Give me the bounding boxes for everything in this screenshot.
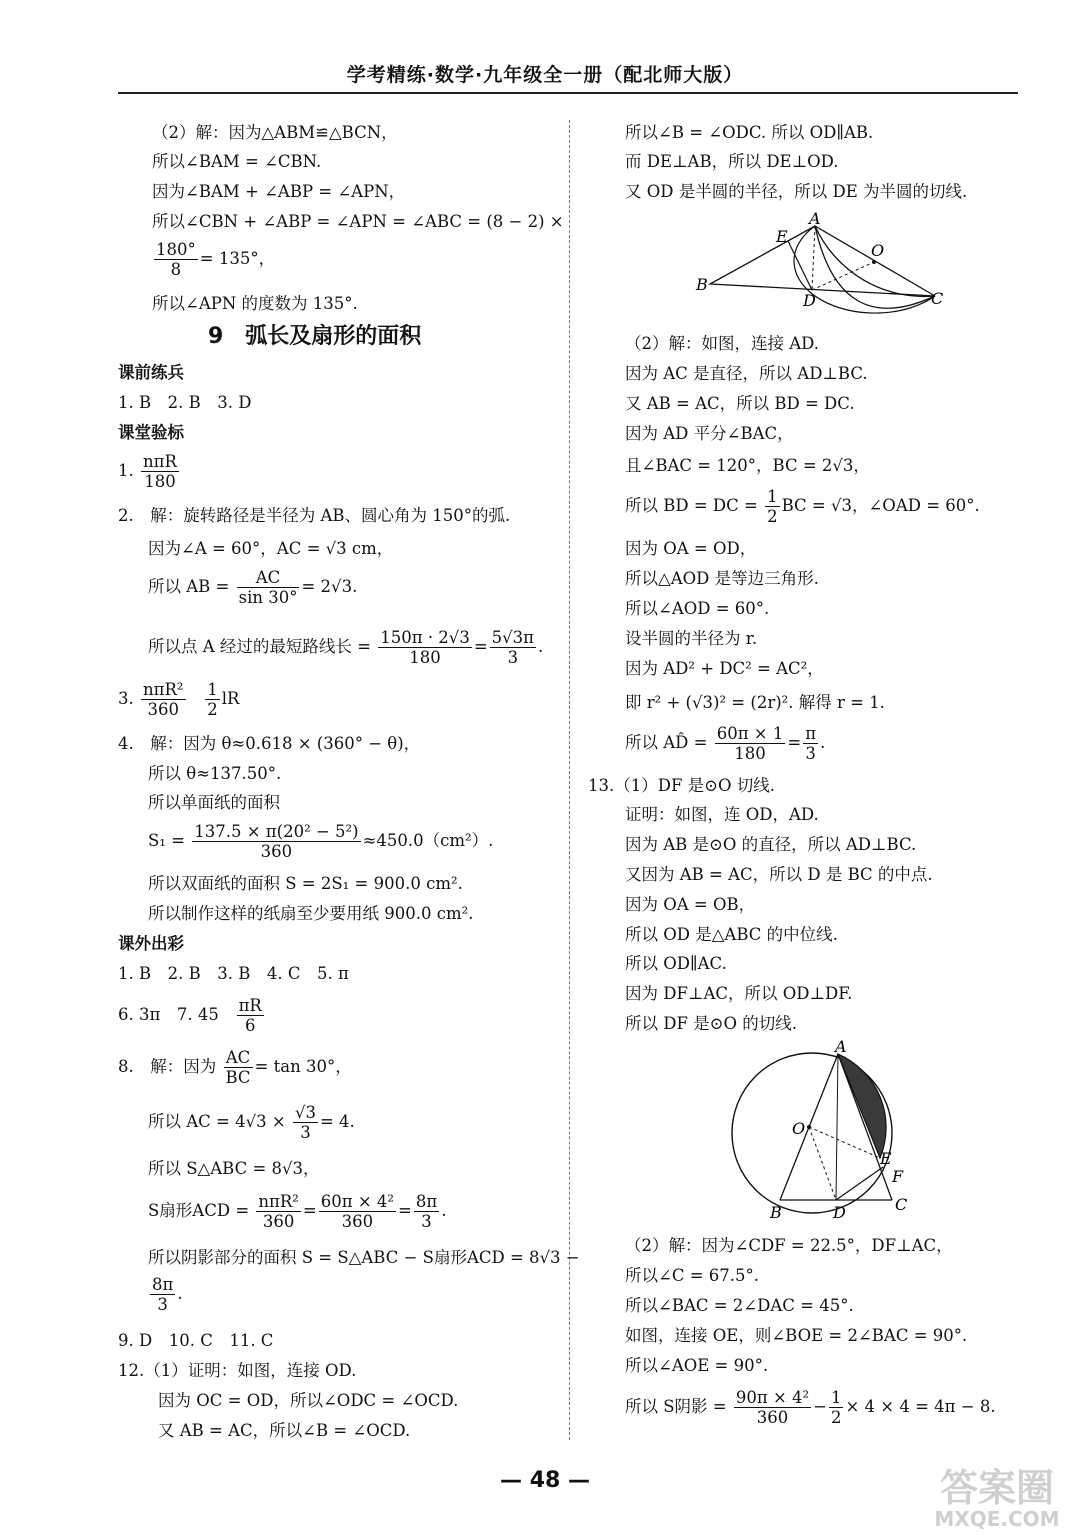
column-divider (569, 120, 570, 1440)
text-line: 所以单面纸的面积 (148, 793, 280, 812)
answer-line: 1. B 2. B 3. D (118, 393, 252, 412)
page-number: — 48 — (500, 1468, 590, 1493)
math-text: 1 (207, 680, 218, 699)
math-text: 180 (144, 472, 176, 491)
section-heading: 课前练兵 (118, 363, 184, 382)
text-line: 所以 S△ABC = 8√3， (148, 1159, 320, 1178)
fraction (378, 628, 472, 667)
math-text: 3 (507, 648, 519, 667)
math-text: 3 (421, 1212, 432, 1231)
answer-line: 3. $\frac{\text{nπR²}}{360}$ $\frac{1}{2}$ lR (118, 680, 240, 719)
fraction-line: 所以 BD = DC = $\frac{1}{2}$ BC = √3，∠OAD = 60°. (625, 487, 980, 526)
text-line: 因为 OA = OD， (625, 539, 757, 558)
text-line: 所以 OD∥AC. (625, 954, 727, 973)
label-B: B (696, 275, 708, 294)
math-text: 8π (152, 1275, 174, 1294)
math-text: √3 (294, 1103, 316, 1122)
math-text: 1 (767, 487, 778, 506)
text-line: 所以∠BAM = ∠CBN. (152, 152, 322, 171)
label-F: F (892, 1167, 904, 1186)
text-line: 又因为 AB = AC，所以 D 是 BC 的中点. (625, 865, 933, 884)
fraction-line: 所以点 A 经过的最短路线长 = $\frac{150\pi \cdot 2√3}{180}$ = $\frac{5√3\pi}{3}$ . (148, 628, 544, 667)
fraction (829, 1388, 844, 1427)
text-line: 所以∠AOE = 90°. (625, 1356, 769, 1375)
section-title: 9 弧长及扇形的面积 (208, 324, 422, 349)
fraction-line: 所以 S阴影 = $\frac{\text{90π × 4²}}{360}$ − $\frac{1}{2}$ × 4 × 4 = 4π − 8. (625, 1388, 996, 1427)
math-text: sin 30° (238, 588, 298, 607)
semicircle-figure (690, 210, 960, 330)
fraction-line: S扇形ACD = $\frac{\text{nπR²}}{360}$ = $\frac{\text{60π × 4²}}{360}$ = $\frac{8\pi}{3}$ . (148, 1192, 447, 1231)
text-line: 4. 解：因为 θ≈0.618 × (360° − θ)， (118, 734, 421, 753)
text-line: （2）解：如图，连接 AD. (625, 334, 820, 353)
fraction-line: $\frac{8\pi}{3}$ . (152, 1275, 183, 1314)
text-line: （2）解：因为△ABM≌△BCN， (152, 123, 398, 142)
label-E: E (776, 227, 788, 246)
math-text: nπR² (258, 1192, 299, 1211)
text-line: 证明：如图，连 OD，AD. (625, 805, 819, 824)
math-text: nπR² (143, 680, 184, 699)
fraction (715, 724, 786, 763)
label-C: C (895, 1195, 908, 1214)
math-text: 6 (244, 1016, 256, 1035)
math-text: 5√3π (491, 628, 535, 647)
fraction (490, 628, 536, 667)
math-text: 2 (207, 700, 218, 719)
fraction-line: 所以 AB = $\frac{AC}{\sin 30^\circ}$ = 2√3. (148, 568, 358, 607)
fraction (205, 680, 220, 719)
fraction (237, 568, 300, 607)
math-text: π (805, 724, 817, 743)
math-text: 60π × 4² (320, 1192, 395, 1211)
label-A: A (809, 210, 821, 228)
math-text: 360 (262, 1212, 295, 1231)
math-text: 60π × 1 (716, 724, 784, 743)
text-line: 因为∠BAM + ∠ABP = ∠APN， (152, 182, 406, 201)
text-line: 12.（1）证明：如图，连接 OD. (118, 1361, 357, 1380)
text-line: 因为 AD 平分∠BAC， (625, 424, 794, 443)
text-line: 设半圆的半径为 r. (625, 629, 758, 648)
math-text: 3 (805, 744, 816, 763)
header-rule (118, 92, 1018, 94)
fraction (414, 1192, 439, 1231)
fraction-line: $\frac{180^\circ}{8}$ = 135°， (156, 240, 276, 279)
text-line: 而 DE⊥AB，所以 DE⊥OD. (625, 152, 839, 171)
label-D: D (833, 1203, 846, 1222)
section-heading: 课堂验标 (118, 423, 184, 442)
math-text: πR (238, 996, 262, 1015)
label-O: O (871, 241, 885, 260)
label-B: B (770, 1203, 782, 1222)
math-text: 3 (300, 1123, 311, 1142)
text-line: 13.（1）DF 是⊙O 切线. (588, 776, 776, 795)
text-line: 因为 AC 是直径，所以 AD⊥BC. (625, 364, 868, 383)
text-line: 所以阴影部分的面积 S = S△ABC − S扇形ACD = 8√3 − (148, 1248, 580, 1267)
answer-line: 1. $\frac{\text{nπR}}{180}$ (118, 452, 177, 491)
circle-figure (720, 1040, 920, 1225)
page-header: 学考精练·数学·九年级全一册（配北师大版） (346, 64, 744, 86)
fraction (293, 1103, 318, 1142)
math-text: 360 (260, 842, 293, 861)
text-line: 所以 DF 是⊙O 的切线. (625, 1014, 798, 1033)
label-C: C (931, 289, 944, 308)
fraction-line: 8. 解：因为 $\frac{AC}{BC}$ = tan 30°， (118, 1048, 352, 1087)
watermark: 答案圈 MXQE.COM (934, 1466, 1060, 1531)
fraction (154, 240, 198, 279)
math-text: 360 (147, 700, 179, 719)
math-text: 150π · 2√3 (380, 628, 470, 647)
fraction (765, 487, 780, 526)
math-text: AC (224, 1048, 253, 1068)
label-D: D (803, 291, 816, 310)
text-line: 又 AB = AC，所以∠B = ∠OCD. (158, 1421, 411, 1440)
text-line: 因为 OA = OB， (625, 895, 756, 914)
text-line: 所以∠BAC = 2∠DAC = 45°. (625, 1296, 854, 1315)
label-A: A (835, 1040, 847, 1056)
text-line: 又 AB = AC，所以 BD = DC. (625, 394, 855, 413)
math-text: 180 (409, 648, 441, 667)
text-line: 因为 OC = OD，所以∠ODC = ∠OCD. (158, 1391, 459, 1410)
fraction-line: 所以 AC = 4√3 × $\frac{√3}{3}$ = 4. (148, 1103, 355, 1142)
text-line: 所以△AOD 是等边三角形. (625, 569, 819, 588)
fraction-line: 所以 AD̂ = $\frac{60\pi \times 1}{180}$ = $\frac{\pi}{3}$ . (625, 724, 826, 763)
math-text: 360 (341, 1212, 374, 1231)
fraction (150, 1275, 175, 1314)
text-line: 因为∠A = 60°，AC = √3 cm， (148, 539, 394, 558)
text-line: 且∠BAC = 120°，BC = 2√3， (625, 456, 870, 475)
math-text: BC (225, 1068, 251, 1087)
math-text: AC (237, 568, 300, 588)
text-line: 所以∠B = ∠ODC. 所以 OD∥AB. (625, 123, 874, 142)
math-text: 8π (415, 1192, 438, 1211)
text-line: 所以制作这样的纸扇至少要用纸 900.0 cm². (148, 904, 474, 923)
label-E: E (880, 1149, 892, 1168)
fraction (237, 996, 264, 1035)
math-text: 360 (756, 1408, 789, 1427)
text-line: 所以∠AOD = 60°. (625, 599, 770, 618)
math-text: nπR (143, 452, 177, 471)
math-text: 2 (830, 1408, 842, 1427)
answer-line: 1. B 2. B 3. B 4. C 5. π (118, 964, 349, 983)
text-line: 因为 AD² + DC² = AC²， (625, 659, 824, 678)
text-line: 所以∠C = 67.5°. (625, 1266, 759, 1285)
math-text: 2 (767, 507, 778, 526)
math-text: 3 (157, 1295, 168, 1314)
fraction (192, 822, 360, 861)
math-text: 180 (734, 744, 766, 763)
text-line: 又 OD 是半圆的半径，所以 DE 为半圆的切线. (625, 182, 968, 201)
math-text: 137.5 × π(20² − 5²) (194, 822, 359, 841)
fraction (256, 1192, 301, 1231)
section-heading: 课外出彩 (118, 934, 184, 953)
answer-line: 9. D 10. C 11. C (118, 1331, 274, 1350)
text-line: 所以∠APN 的度数为 135°. (152, 294, 358, 313)
text-line: （2）解：因为∠CDF = 22.5°，DF⊥AC， (625, 1236, 953, 1255)
fraction (224, 1048, 253, 1087)
text-line: 因为 AB 是⊙O 的直径，所以 AD⊥BC. (625, 835, 917, 854)
math-text: 180° (156, 240, 196, 259)
answer-line: 6. 3π 7. 45 $\frac{\pi R}{6}$ (118, 996, 262, 1035)
math-text: 1 (830, 1388, 842, 1407)
text-line: 因为 DF⊥AC，所以 OD⊥DF. (625, 984, 853, 1003)
fraction (803, 724, 818, 763)
math-text: 90π × 4² (735, 1388, 810, 1407)
fraction-line: S₁ = $\frac{\text{137.5 × π(20² − 5²)}}{360}$ ≈450.0（cm²）. (148, 822, 494, 861)
fraction (734, 1388, 811, 1427)
fraction (319, 1192, 396, 1231)
text-line: 所以双面纸的面积 S = 2S₁ = 900.0 cm². (148, 874, 463, 893)
math-text: 8 (170, 260, 182, 279)
text-line: 所以 θ≈137.50°. (148, 764, 282, 783)
fraction (141, 680, 186, 719)
text-line: 2. 解：旋转路径是半径为 AB、圆心角为 150°的弧. (118, 506, 511, 525)
label-O: O (792, 1119, 806, 1138)
text-line: 即 r² + (√3)² = (2r)². 解得 r = 1. (625, 693, 885, 712)
text-line: 所以 OD 是△ABC 的中位线. (625, 925, 838, 944)
fraction (141, 452, 179, 491)
text-line: 如图，连接 OE，则∠BOE = 2∠BAC = 90°. (625, 1326, 968, 1345)
text-line: 所以∠CBN + ∠ABP = ∠APN = ∠ABC = (8 − 2) × (152, 212, 564, 231)
